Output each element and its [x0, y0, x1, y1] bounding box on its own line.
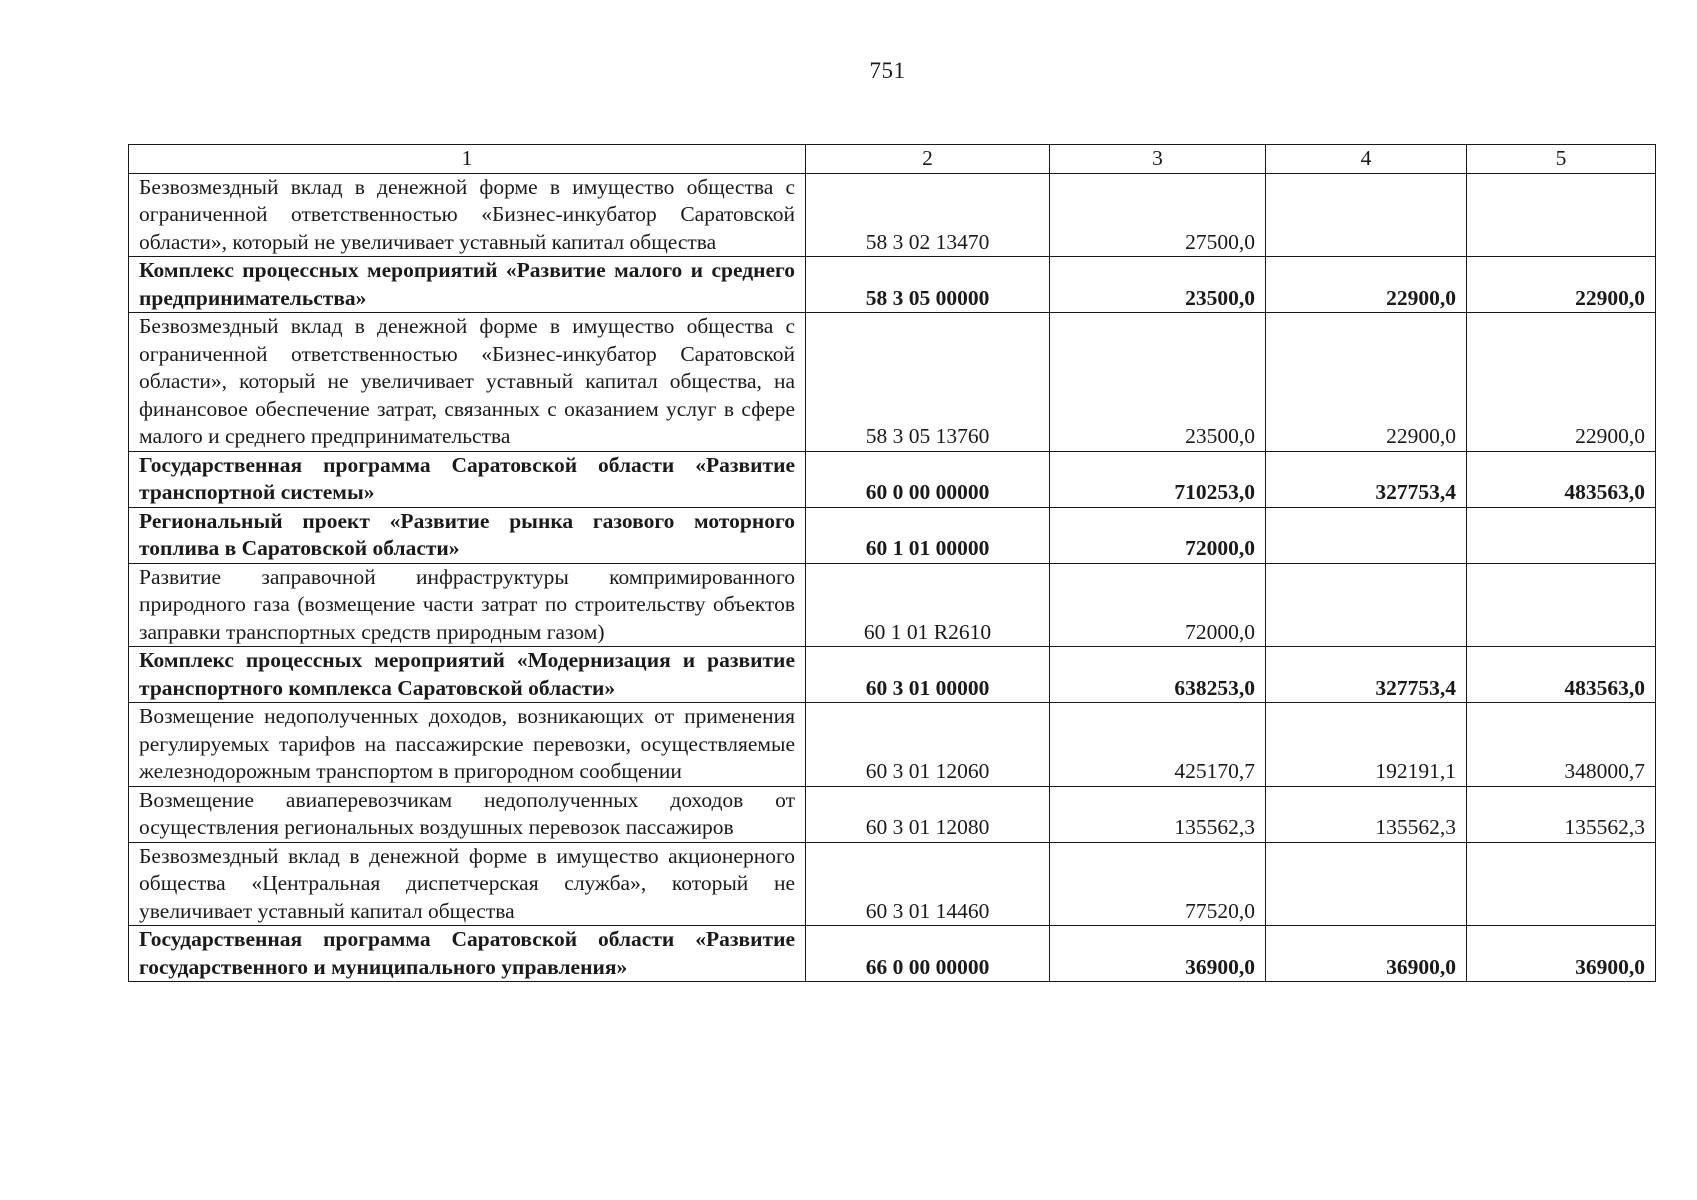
row-value-4 — [1266, 842, 1467, 926]
row-value-3: 710253,0 — [1050, 451, 1266, 507]
row-code: 60 3 01 00000 — [806, 647, 1050, 703]
table-row — [129, 563, 1656, 647]
budget-table — [128, 144, 1656, 982]
table-row — [129, 926, 1656, 982]
table-row — [129, 313, 1656, 452]
row-value-5: 22900,0 — [1467, 313, 1656, 452]
row-value-5: 483563,0 — [1467, 647, 1656, 703]
row-code: 58 3 05 13760 — [806, 313, 1050, 452]
row-value-4: 327753,4 — [1266, 451, 1467, 507]
row-code: 60 3 01 12080 — [806, 786, 1050, 842]
row-value-4: 192191,1 — [1266, 703, 1467, 787]
row-value-3: 72000,0 — [1050, 563, 1266, 647]
row-value-3: 77520,0 — [1050, 842, 1266, 926]
row-name: Комплекс процессных мероприятий «Модернизация и развитие транспортного комплекса Саратовской области» — [129, 647, 806, 703]
header-cell-5: 5 — [1467, 145, 1656, 174]
row-value-4: 36900,0 — [1266, 926, 1467, 982]
row-name: Комплекс процессных мероприятий «Развитие малого и среднего предпринимательства» — [129, 257, 806, 313]
row-value-3: 36900,0 — [1050, 926, 1266, 982]
row-value-3: 23500,0 — [1050, 313, 1266, 452]
row-value-5: 348000,7 — [1467, 703, 1656, 787]
row-name: Развитие заправочной инфраструктуры компримированного природного газа (возмещение части затрат по строительству объектов заправки транспортных средств природным газом) — [129, 563, 806, 647]
table-row — [129, 647, 1656, 703]
row-name: Возмещение недополученных доходов, возникающих от применения регулируемых тарифов на пассажирские перевозки, осуществляемые железнодорожным транспортом в пригородном сообщении — [129, 703, 806, 787]
row-value-5 — [1467, 563, 1656, 647]
row-value-3: 27500,0 — [1050, 173, 1266, 257]
row-code: 58 3 02 13470 — [806, 173, 1050, 257]
row-name: Государственная программа Саратовской области «Развитие транспортной системы» — [129, 451, 806, 507]
row-value-5: 483563,0 — [1467, 451, 1656, 507]
row-value-3: 638253,0 — [1050, 647, 1266, 703]
row-value-5: 36900,0 — [1467, 926, 1656, 982]
header-cell-4: 4 — [1266, 145, 1467, 174]
row-value-3: 135562,3 — [1050, 786, 1266, 842]
row-code: 58 3 05 00000 — [806, 257, 1050, 313]
row-value-4: 327753,4 — [1266, 647, 1467, 703]
table-row — [129, 173, 1656, 257]
row-name: Возмещение авиаперевозчикам недополученных доходов от осуществления региональных воздушных перевозок пассажиров — [129, 786, 806, 842]
row-value-3: 425170,7 — [1050, 703, 1266, 787]
header-cell-1: 1 — [129, 145, 806, 174]
row-value-4: 22900,0 — [1266, 257, 1467, 313]
row-value-3: 72000,0 — [1050, 507, 1266, 563]
row-name: Региональный проект «Развитие рынка газового моторного топлива в Саратовской области» — [129, 507, 806, 563]
page-number: 751 — [869, 58, 906, 83]
row-value-3: 23500,0 — [1050, 257, 1266, 313]
row-value-5 — [1467, 507, 1656, 563]
table-row — [129, 507, 1656, 563]
row-value-5 — [1467, 842, 1656, 926]
table-row — [129, 451, 1656, 507]
row-value-4 — [1266, 173, 1467, 257]
row-value-4 — [1266, 507, 1467, 563]
row-value-5: 22900,0 — [1467, 257, 1656, 313]
row-value-4: 135562,3 — [1266, 786, 1467, 842]
row-name: Безвозмездный вклад в денежной форме в имущество общества с ограниченной ответственностью «Бизнес-инкубатор Саратовской области», который не увеличивает уставный капитал общества, на финансовое обеспечение затрат, связанных с оказанием услуг в сфере малого и среднего предпринимательства — [129, 313, 806, 452]
row-code: 60 1 01 R2610 — [806, 563, 1050, 647]
header-cell-2: 2 — [806, 145, 1050, 174]
table-row — [129, 703, 1656, 787]
row-name: Государственная программа Саратовской области «Развитие государственного и муниципального управления» — [129, 926, 806, 982]
row-value-5 — [1467, 173, 1656, 257]
table-row — [129, 257, 1656, 313]
row-name: Безвозмездный вклад в денежной форме в имущество акционерного общества «Центральная диспетчерская служба», который не увеличивает уставный капитал общества — [129, 842, 806, 926]
row-code: 60 3 01 12060 — [806, 703, 1050, 787]
row-code: 66 0 00 00000 — [806, 926, 1050, 982]
row-code: 60 0 00 00000 — [806, 451, 1050, 507]
row-value-4: 22900,0 — [1266, 313, 1467, 452]
row-value-5: 135562,3 — [1467, 786, 1656, 842]
table-row — [129, 842, 1656, 926]
row-name: Безвозмездный вклад в денежной форме в имущество общества с ограниченной ответственностью «Бизнес-инкубатор Саратовской области», который не увеличивает уставный капитал общества — [129, 173, 806, 257]
header-row — [129, 145, 1656, 174]
row-value-4 — [1266, 563, 1467, 647]
row-code: 60 1 01 00000 — [806, 507, 1050, 563]
header-cell-3: 3 — [1050, 145, 1266, 174]
table-row — [129, 786, 1656, 842]
row-code: 60 3 01 14460 — [806, 842, 1050, 926]
